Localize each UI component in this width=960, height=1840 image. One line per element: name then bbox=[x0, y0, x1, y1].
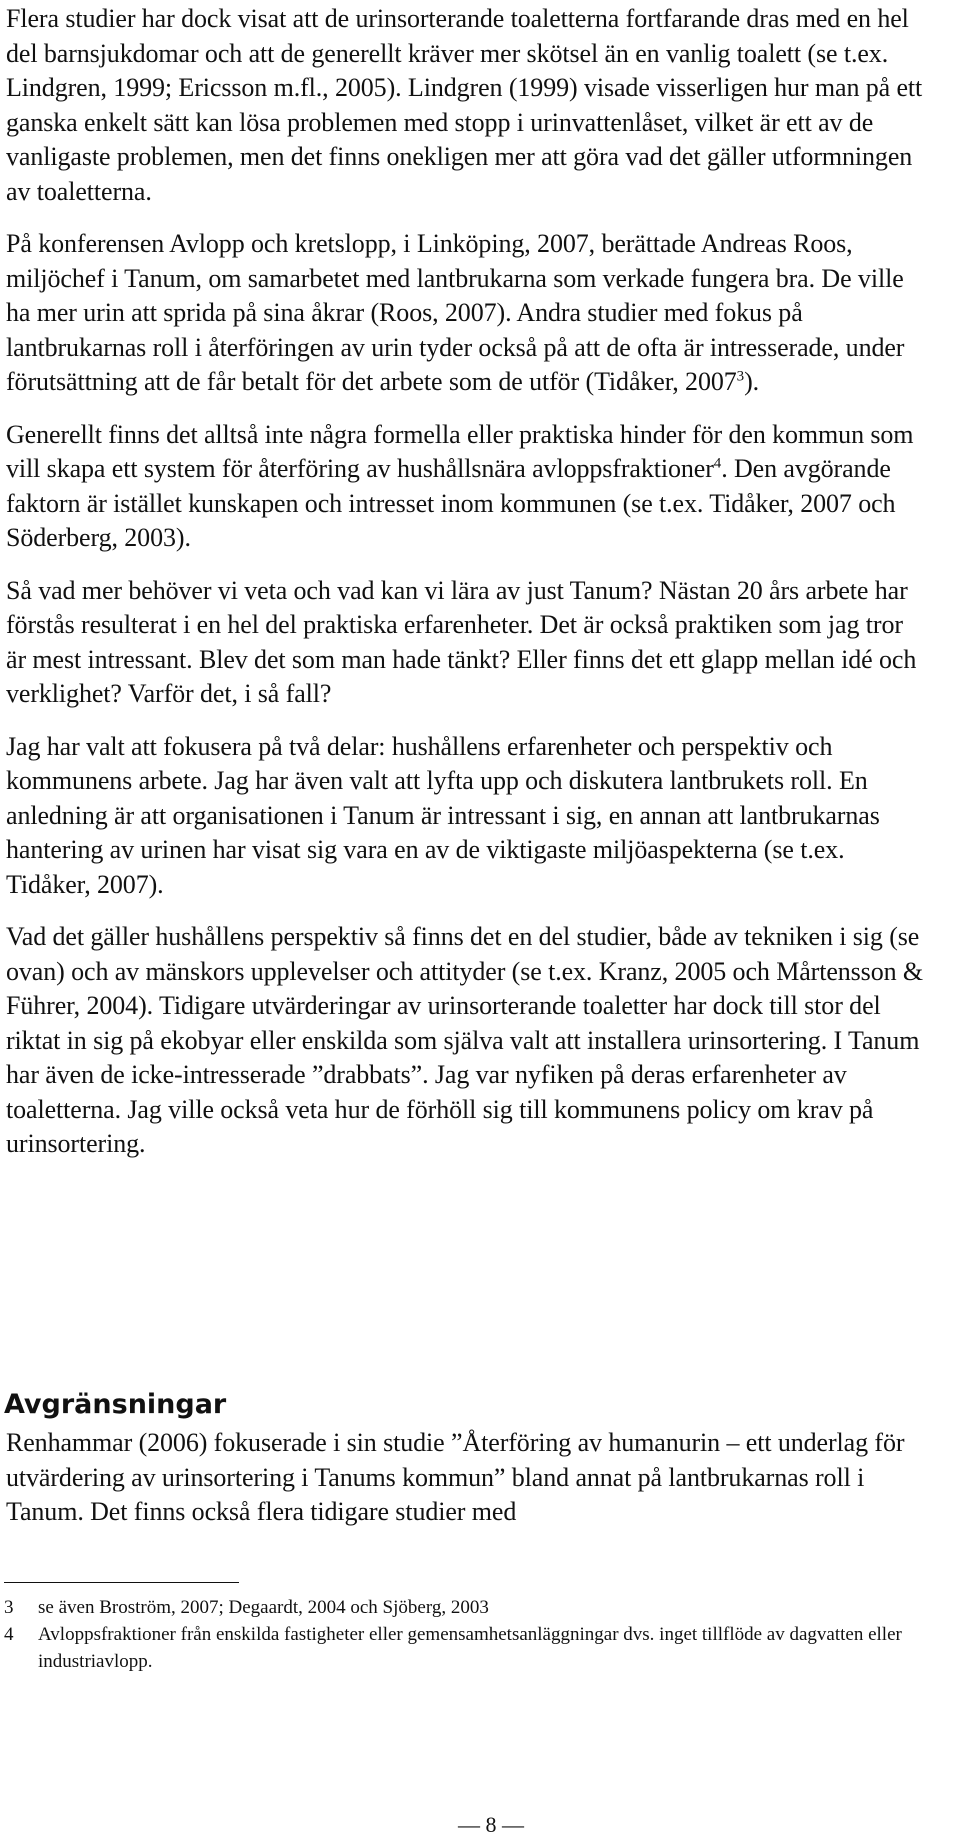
footnote-ref-3: 3 bbox=[736, 368, 745, 385]
paragraph-3 bbox=[6, 418, 926, 556]
paragraph-5: Jag har valt att fokusera på två delar: hushållens erfarenheter och perspektiv och kommunens arbete. Jag har även valt att lyfta upp och diskutera lantbrukets roll. En anledning är att organisationen i Tanum är intressant i sig, en annan att lantbrukarnas hantering av urinen har visat sig vara en av de viktigaste miljöaspekterna (se t.ex. Tidåker, 2007). bbox=[6, 731, 880, 899]
footnote-number: 3 bbox=[4, 1597, 14, 1618]
paragraph-4: Så vad mer behöver vi veta och vad kan vi lära av just Tanum? Nästan 20 års arbete har förstås resulterat i en hel del praktiska erfarenheter. Det är också praktiken som jag tror är mest intressant. Blev det som man hade tänkt? Eller finns det ett glapp mellan idé och verklighet? Varför det, i så fall? bbox=[6, 575, 917, 708]
section-heading: Avgränsningar bbox=[4, 1389, 227, 1420]
footnote-number: 4 bbox=[4, 1624, 14, 1645]
footnote-4 bbox=[4, 1621, 944, 1675]
footnote-ref-4: 4 bbox=[713, 455, 722, 472]
paragraph-2 bbox=[6, 227, 926, 400]
paragraph-3-text: Generellt finns det alltså inte några formella eller praktiska hinder för den kommun som vill skapa ett system för återföring av hushållsnära avloppsfraktioner bbox=[6, 419, 914, 483]
section-paragraph: Renhammar (2006) fokuserade i sin studie ”Återföring av humanurin – ett underlag för utvärdering av urinsortering i Tanums kommun” bland annat på lantbrukarnas roll i Tanum. Det finns också flera tidigare studier med bbox=[6, 1428, 905, 1526]
paragraph-6: Vad det gäller hushållens perspektiv så finns det en del studier, både av tekniken i sig (se ovan) och av mänskors upplevelser och attityder (se t.ex. Kranz, 2005 och Mårtensson & Führer, 2004). Tidigare utvärderingar av urinsorterande toaletter har dock till stor del riktat in sig på ekobyar eller enskilda som själva valt att installera urinsortering. I Tanum har även de icke-intresserade ”drabbats”. Jag var nyfiken på deras erfarenheter av toaletterna. Jag ville också veta hur de förhöll sig till kommunens policy om krav på urinsortering. bbox=[6, 922, 924, 1158]
section-body bbox=[6, 1426, 926, 1548]
paragraph-2-text-end: ). bbox=[744, 367, 760, 396]
footnote-text: se även Broström, 2007; Degaardt, 2004 och Sjöberg, 2003 bbox=[38, 1597, 489, 1618]
paragraph-2-text: På konferensen Avlopp och kretslopp, i Linköping, 2007, berättade Andreas Roos, miljöchef i Tanum, om samarbetet med lantbrukarna som verkade fungera bra. De ville ha mer urin att sprida på sina åkrar (Roos, 2007). Andra studier med fokus på lantbrukarnas roll i återföringen av urin tyder också på att de ofta är intresserade, under förutsättning att de får betalt för det arbete som de utför (Tidåker, 2007 bbox=[6, 229, 905, 396]
footnotes bbox=[4, 1594, 944, 1675]
paragraph-1: Flera studier har dock visat att de urinsorterande toaletterna fortfarande dras med en hel del barnsjukdomar och att de generellt kräver mer skötsel än en vanlig toalett (se t.ex. Lindgren, 1999; Ericsson m.fl., 2005). Lindgren (1999) visade visserligen hur man på ett ganska enkelt sätt kan lösa problemen med stopp i urinvattenlåset, vilket är ett av de vanligaste problemen, men det finns onekligen mer att göra vad det gäller utformningen av toaletterna. bbox=[6, 4, 923, 206]
page-number: — 8 — bbox=[458, 1812, 524, 1837]
body-text bbox=[6, 2, 926, 1180]
footnote-divider bbox=[4, 1582, 239, 1583]
footnote-3 bbox=[4, 1594, 944, 1621]
paragraph-3-text-end: . Den avgörande faktorn är istället kunskapen och intresset inom kommunen (se t.ex. Tidåker, 2007 och Söderberg, 2003). bbox=[6, 454, 896, 552]
footnote-text: Avloppsfraktioner från enskilda fastigheter eller gemensamhetsanläggningar dvs. inget tillflöde av dagvatten eller industriavlopp. bbox=[38, 1624, 902, 1672]
